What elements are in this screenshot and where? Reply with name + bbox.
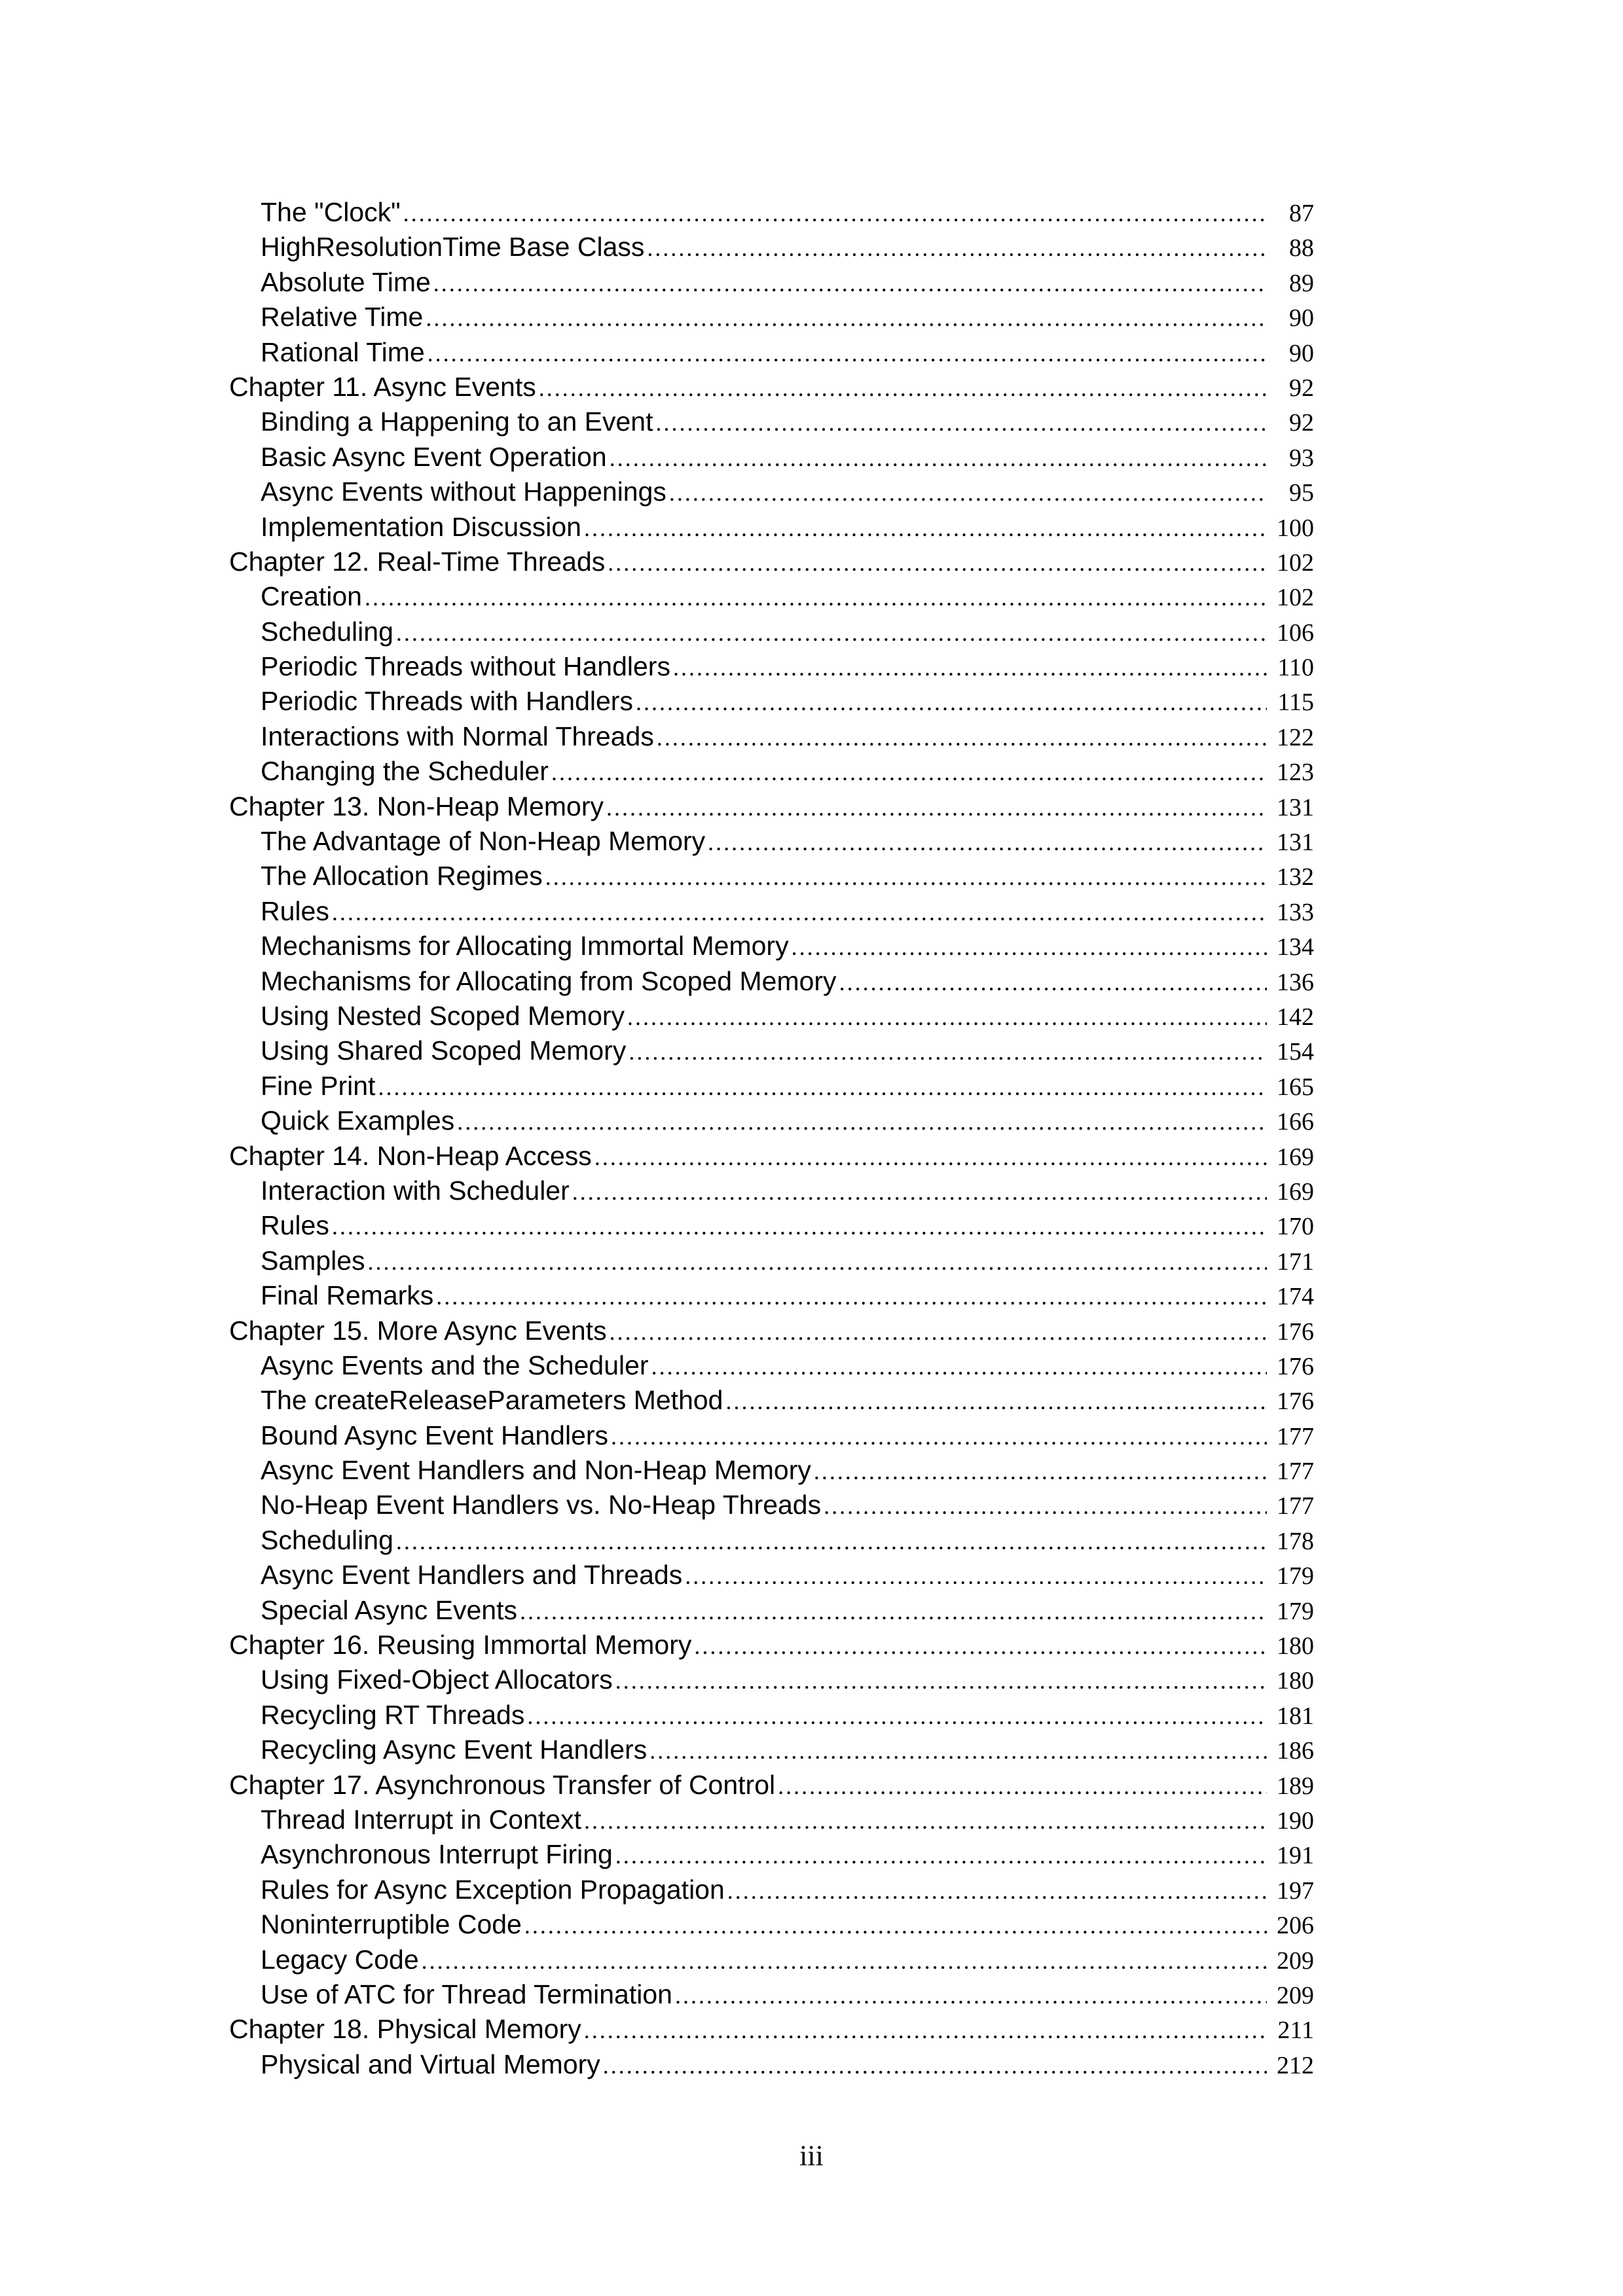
dot-leader: [792, 930, 1267, 965]
toc-entry-title: The Advantage of Non-Heap Memory: [261, 826, 706, 857]
dot-leader: [520, 1594, 1267, 1629]
toc-entry-page: 211: [1277, 2017, 1314, 2045]
toc-section-entry[interactable]: [0, 1662, 1623, 1697]
toc-section-entry[interactable]: [0, 1732, 1623, 1767]
toc-entry-title: Rules: [261, 895, 329, 926]
toc-entry-page: 197: [1277, 1876, 1314, 1905]
toc-entry-title: Interaction with Scheduler: [261, 1175, 570, 1206]
dot-leader: [657, 721, 1267, 755]
toc-entry-page: 190: [1277, 1806, 1314, 1835]
dot-leader: [551, 755, 1267, 790]
toc-section-entry[interactable]: [0, 1593, 1623, 1628]
toc-section-entry[interactable]: [0, 1348, 1623, 1383]
toc-entry-title: Using Nested Scoped Memory: [261, 1000, 625, 1031]
dot-leader: [584, 2013, 1267, 2048]
toc-chapter-entry[interactable]: [0, 1768, 1623, 1803]
table-of-contents: [0, 195, 1623, 2082]
toc-entry-title: Chapter 12. Real-Time Threads: [229, 546, 606, 577]
toc-section-entry[interactable]: [0, 859, 1623, 893]
dot-leader: [839, 965, 1267, 1000]
toc-entry-page: 177: [1277, 1458, 1314, 1486]
toc-entry-page: 180: [1277, 1667, 1314, 1695]
toc-section-entry[interactable]: [0, 1174, 1623, 1208]
dot-leader: [636, 685, 1267, 720]
toc-entry-title: Mechanisms for Allocating from Scoped Memory: [261, 965, 837, 996]
toc-section-entry[interactable]: [0, 2047, 1623, 2082]
toc-entry-title: Changing the Scheduler: [261, 756, 549, 787]
toc-entry-title: The "Clock": [261, 197, 401, 227]
dot-leader: [694, 1629, 1267, 1664]
toc-entry-page: 102: [1277, 548, 1314, 577]
toc-entry-title: Periodic Threads without Handlers: [261, 651, 670, 682]
toc-entry-title: HighResolutionTime Base Class: [261, 232, 645, 262]
toc-section-entry[interactable]: [0, 754, 1623, 789]
dot-leader: [584, 511, 1267, 546]
dot-leader: [422, 1944, 1267, 1979]
toc-entry-title: Periodic Threads with Handlers: [261, 686, 633, 717]
toc-entry-page: 169: [1277, 1177, 1314, 1206]
dot-leader: [426, 301, 1267, 336]
toc-entry-page: 95: [1289, 479, 1314, 507]
dot-leader: [396, 616, 1267, 651]
dot-leader: [629, 1035, 1267, 1069]
dot-leader: [365, 581, 1267, 615]
toc-section-entry[interactable]: [0, 265, 1623, 300]
toc-entry-page: 171: [1277, 1247, 1314, 1276]
dot-leader: [572, 1175, 1267, 1210]
toc-section-entry[interactable]: [0, 579, 1623, 614]
toc-section-entry[interactable]: [0, 1453, 1623, 1488]
toc-section-entry[interactable]: [0, 1837, 1623, 1872]
toc-entry-page: 178: [1277, 1527, 1314, 1555]
toc-entry-page: 132: [1277, 863, 1314, 891]
toc-entry-title: Scheduling: [261, 616, 393, 647]
dot-leader: [396, 1524, 1267, 1559]
dot-leader: [545, 860, 1267, 895]
toc-entry-page: 142: [1277, 1003, 1314, 1031]
toc-entry-page: 123: [1277, 759, 1314, 787]
toc-entry-title: The Allocation Regimes: [261, 861, 543, 891]
toc-entry-page: 100: [1277, 514, 1314, 542]
toc-section-entry[interactable]: [0, 1907, 1623, 1942]
dot-leader: [527, 1699, 1267, 1734]
toc-section-entry[interactable]: [0, 335, 1623, 370]
toc-entry-page: 191: [1277, 1842, 1314, 1870]
toc-entry-page: 93: [1289, 444, 1314, 472]
toc-section-entry[interactable]: [0, 1278, 1623, 1313]
toc-chapter-entry[interactable]: [0, 1628, 1623, 1662]
toc-entry-title: No-Heap Event Handlers vs. No-Heap Threads: [261, 1490, 822, 1520]
toc-entry-page: 131: [1277, 829, 1314, 857]
toc-entry-title: Chapter 16. Reusing Immortal Memory: [229, 1630, 692, 1660]
toc-section-entry[interactable]: [0, 230, 1623, 264]
dot-leader: [615, 1839, 1267, 1873]
toc-section-entry[interactable]: [0, 1069, 1623, 1103]
toc-entry-page: 174: [1277, 1283, 1314, 1311]
dot-leader: [457, 1105, 1267, 1139]
toc-section-entry[interactable]: [0, 649, 1623, 684]
dot-leader: [708, 825, 1267, 860]
toc-entry-title: Async Event Handlers and Non-Heap Memory: [261, 1455, 811, 1486]
toc-entry-title: Async Events and the Scheduler: [261, 1350, 649, 1380]
toc-section-entry[interactable]: [0, 1698, 1623, 1732]
toc-entry-page: 181: [1277, 1702, 1314, 1730]
toc-entry-page: 169: [1277, 1143, 1314, 1171]
toc-section-entry[interactable]: [0, 404, 1623, 439]
dot-leader: [610, 1315, 1267, 1350]
toc-entry-page: 212: [1277, 2051, 1314, 2079]
toc-entry-page: 88: [1289, 234, 1314, 262]
toc-entry-page: 102: [1277, 584, 1314, 612]
toc-section-entry[interactable]: [0, 1943, 1623, 1977]
dot-leader: [673, 651, 1267, 685]
dot-leader: [610, 441, 1267, 476]
toc-entry-title: Implementation Discussion: [261, 511, 581, 542]
dot-leader: [675, 1979, 1267, 2013]
page-number: iii: [799, 2140, 824, 2172]
dot-leader: [332, 1210, 1267, 1244]
toc-entry-title: Bound Async Event Handlers: [261, 1420, 609, 1450]
toc-entry-title: Relative Time: [261, 302, 424, 332]
toc-section-entry[interactable]: [0, 1208, 1623, 1243]
dot-leader: [332, 895, 1267, 930]
toc-entry-page: 166: [1277, 1108, 1314, 1136]
toc-section-entry[interactable]: [0, 300, 1623, 334]
dot-leader: [524, 1909, 1267, 1943]
toc-entry-title: Chapter 18. Physical Memory: [229, 2014, 581, 2045]
toc-section-entry[interactable]: [0, 1558, 1623, 1592]
toc-section-entry[interactable]: [0, 1803, 1623, 1837]
dot-leader: [669, 476, 1267, 511]
toc-section-entry[interactable]: [0, 1977, 1623, 2012]
toc-entry-title: Rules for Async Exception Propagation: [261, 1874, 725, 1905]
toc-entry-title: Samples: [261, 1245, 365, 1276]
dot-leader: [368, 1245, 1267, 1280]
dot-leader: [656, 406, 1267, 440]
toc-entry-page: 176: [1277, 1318, 1314, 1346]
toc-entry-page: 209: [1277, 1981, 1314, 2009]
toc-entry-page: 136: [1277, 968, 1314, 996]
toc-entry-page: 186: [1277, 1737, 1314, 1765]
toc-entry-page: 170: [1277, 1213, 1314, 1241]
toc-section-entry[interactable]: [0, 475, 1623, 509]
toc-entry-page: 133: [1277, 898, 1314, 926]
toc-entry-title: Special Async Events: [261, 1594, 517, 1625]
toc-section-entry[interactable]: [0, 964, 1623, 999]
toc-entry-title: Rational Time: [261, 336, 425, 367]
toc-entry-title: Use of ATC for Thread Termination: [261, 1979, 672, 2009]
toc-section-entry[interactable]: [0, 1244, 1623, 1278]
dot-leader: [403, 196, 1267, 231]
toc-entry-title: Basic Async Event Operation: [261, 441, 607, 472]
toc-entry-title: Absolute Time: [261, 266, 431, 297]
toc-section-entry[interactable]: [0, 615, 1623, 649]
toc-entry-title: Chapter 14. Non-Heap Access: [229, 1140, 592, 1171]
toc-section-entry[interactable]: [0, 719, 1623, 754]
toc-entry-title: Async Event Handlers and Threads: [261, 1560, 683, 1590]
dot-leader: [627, 1000, 1267, 1035]
toc-section-entry[interactable]: [0, 684, 1623, 719]
toc-entry-title: Recycling RT Threads: [261, 1699, 525, 1730]
toc-entry-page: 92: [1289, 374, 1314, 402]
toc-entry-page: 134: [1277, 933, 1314, 961]
toc-entry-title: Quick Examples: [261, 1105, 455, 1136]
toc-entry-title: Chapter 15. More Async Events: [229, 1315, 607, 1346]
toc-section-entry[interactable]: [0, 894, 1623, 929]
toc-entry-page: 180: [1277, 1632, 1314, 1660]
toc-entry-page: 206: [1277, 1912, 1314, 1940]
toc-entry-title: Asynchronous Interrupt Firing: [261, 1839, 613, 1870]
toc-chapter-entry[interactable]: [0, 1139, 1623, 1174]
toc-entry-title: Thread Interrupt in Context: [261, 1804, 581, 1835]
toc-entry-page: 179: [1277, 1597, 1314, 1625]
dot-leader: [727, 1874, 1267, 1909]
toc-entry-page: 131: [1277, 793, 1314, 821]
toc-entry-title: Physical and Virtual Memory: [261, 2049, 600, 2079]
dot-leader: [436, 1280, 1267, 1314]
toc-section-entry[interactable]: [0, 1103, 1623, 1138]
toc-chapter-entry[interactable]: [0, 545, 1623, 579]
toc-entry-title: Using Fixed-Object Allocators: [261, 1664, 613, 1695]
toc-entry-title: Rules: [261, 1210, 329, 1241]
toc-entry-page: 90: [1289, 304, 1314, 332]
dot-leader: [814, 1454, 1267, 1489]
toc-section-entry[interactable]: [0, 1488, 1623, 1522]
toc-entry-title: Final Remarks: [261, 1280, 434, 1311]
toc-entry-page: 209: [1277, 1946, 1314, 1975]
dot-leader: [594, 1140, 1267, 1175]
dot-leader: [428, 336, 1267, 371]
toc-entry-page: 110: [1277, 654, 1314, 682]
toc-entry-page: 87: [1289, 200, 1314, 227]
dot-leader: [378, 1070, 1267, 1105]
dot-leader: [649, 1734, 1267, 1768]
toc-section-entry[interactable]: [0, 999, 1623, 1033]
toc-entry-page: 177: [1277, 1492, 1314, 1520]
toc-entry-title: Async Events without Happenings: [261, 476, 666, 507]
toc-entry-title: Scheduling: [261, 1524, 393, 1555]
toc-entry-page: 154: [1277, 1038, 1314, 1066]
dot-leader: [608, 546, 1267, 581]
toc-entry-title: The createReleaseParameters Method: [261, 1385, 723, 1416]
dot-leader: [539, 371, 1267, 406]
toc-section-entry[interactable]: [0, 1383, 1623, 1418]
toc-entry-title: Mechanisms for Allocating Immortal Memory: [261, 931, 789, 961]
dot-leader: [606, 791, 1267, 825]
dot-leader: [647, 231, 1267, 266]
dot-leader: [685, 1559, 1267, 1594]
toc-section-entry[interactable]: [0, 1523, 1623, 1558]
toc-section-entry[interactable]: [0, 440, 1623, 475]
toc-section-entry[interactable]: [0, 824, 1623, 859]
toc-entry-page: 176: [1277, 1388, 1314, 1416]
toc-section-entry[interactable]: [0, 195, 1623, 230]
toc-entry-page: 165: [1277, 1073, 1314, 1101]
toc-chapter-entry[interactable]: [0, 789, 1623, 824]
dot-leader: [433, 266, 1267, 301]
toc-entry-title: Chapter 11. Async Events: [229, 371, 536, 402]
dot-leader: [824, 1489, 1267, 1524]
dot-leader: [611, 1420, 1267, 1454]
toc-chapter-entry[interactable]: [0, 1314, 1623, 1348]
dot-leader: [651, 1350, 1267, 1384]
dot-leader: [615, 1664, 1267, 1698]
dot-leader: [603, 2049, 1267, 2083]
dot-leader: [725, 1384, 1267, 1419]
toc-entry-page: 179: [1277, 1562, 1314, 1590]
toc-entry-page: 176: [1277, 1352, 1314, 1380]
toc-entry-title: Interactions with Normal Threads: [261, 721, 654, 751]
toc-entry-page: 89: [1289, 269, 1314, 297]
toc-entry-page: 92: [1289, 409, 1314, 437]
toc-entry-page: 106: [1277, 619, 1314, 647]
toc-entry-page: 177: [1277, 1422, 1314, 1450]
toc-entry-title: Noninterruptible Code: [261, 1909, 522, 1940]
toc-section-entry[interactable]: [0, 1418, 1623, 1453]
toc-section-entry[interactable]: [0, 929, 1623, 963]
toc-entry-title: Creation: [261, 581, 362, 612]
dot-leader: [584, 1804, 1267, 1839]
toc-entry-title: Fine Print: [261, 1070, 376, 1101]
toc-chapter-entry[interactable]: [0, 370, 1623, 404]
toc-entry-title: Binding a Happening to an Event: [261, 406, 653, 437]
toc-entry-page: 115: [1277, 689, 1314, 717]
toc-section-entry[interactable]: [0, 1873, 1623, 1907]
toc-entry-page: 90: [1289, 339, 1314, 367]
toc-entry-title: Using Shared Scoped Memory: [261, 1035, 627, 1066]
toc-entry-page: 122: [1277, 723, 1314, 751]
toc-entry-title: Chapter 13. Non-Heap Memory: [229, 791, 604, 821]
toc-entry-title: Legacy Code: [261, 1944, 419, 1975]
toc-chapter-entry[interactable]: [0, 2012, 1623, 2047]
dot-leader: [778, 1769, 1267, 1804]
toc-entry-page: 189: [1277, 1772, 1314, 1800]
toc-entry-title: Chapter 17. Asynchronous Transfer of Control: [229, 1769, 776, 1800]
toc-section-entry[interactable]: [0, 1033, 1623, 1068]
toc-entry-title: Recycling Async Event Handlers: [261, 1734, 647, 1765]
toc-section-entry[interactable]: [0, 510, 1623, 545]
